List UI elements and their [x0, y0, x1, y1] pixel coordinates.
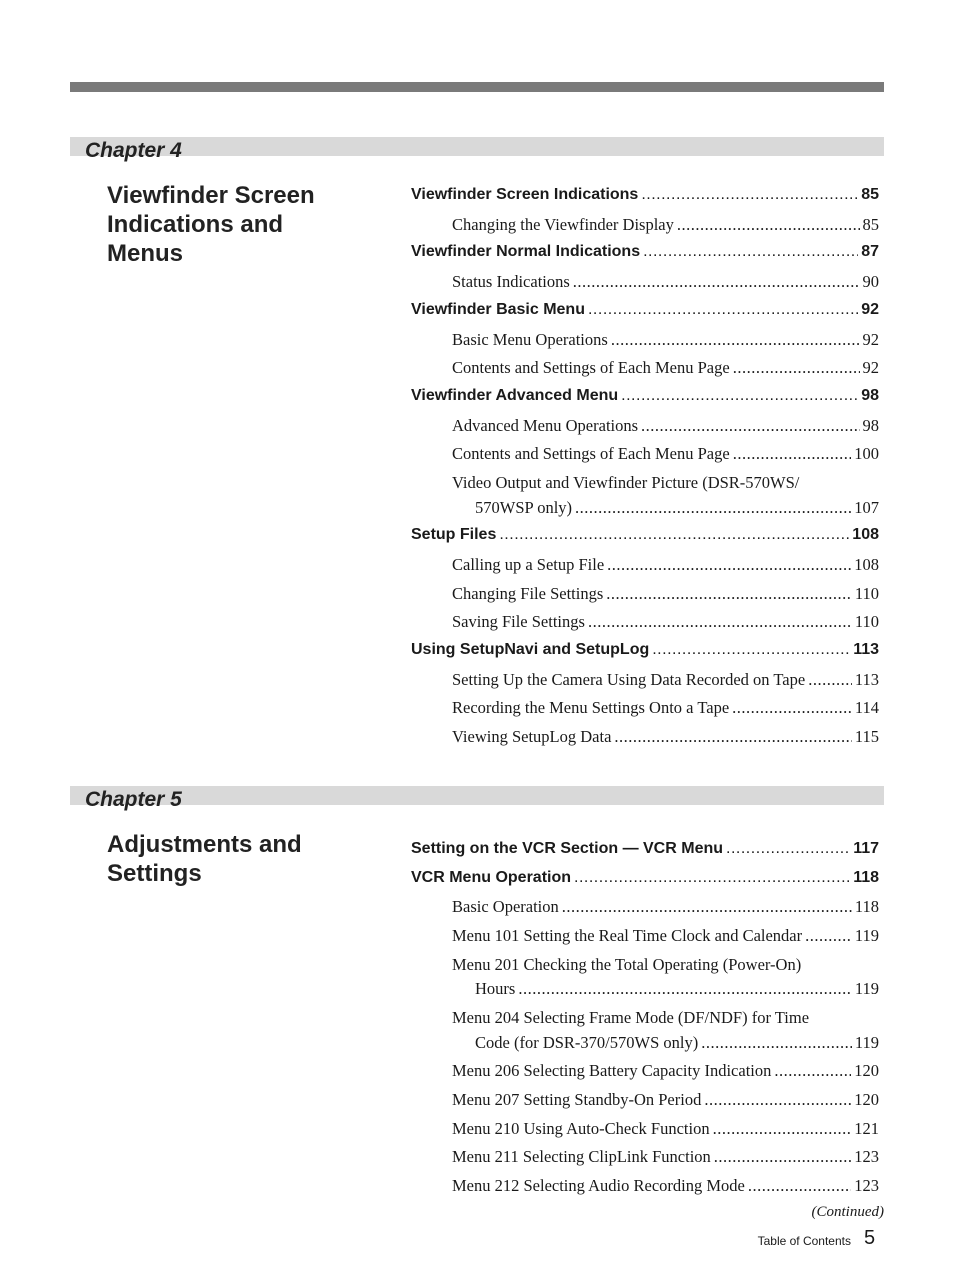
- toc-subsection-entry[interactable]: [452, 1147, 879, 1167]
- toc-entry-title: Viewfinder Screen Indications: [411, 186, 639, 203]
- toc-entry-title: Advanced Menu Operations: [452, 415, 639, 435]
- toc-entry-title: Setting on the VCR Section — VCR Menu: [411, 840, 724, 857]
- toc-leader-dots: [499, 526, 849, 544]
- toc-entry-title: Status Indications: [452, 272, 570, 292]
- toc-entry-title: Changing the Viewfinder Display: [452, 214, 674, 234]
- toc-leader-dots: [588, 612, 852, 632]
- toc-leader-dots: [575, 498, 851, 518]
- toc-entry-title: VCR Menu Operation: [411, 868, 572, 886]
- chapter-5-band: [70, 786, 884, 805]
- toc-section-entry[interactable]: [411, 387, 879, 405]
- toc-entry-title: Contents and Settings of Each Menu Page: [452, 358, 730, 378]
- toc-leader-dots: [562, 897, 852, 917]
- toc-subsection-entry[interactable]: [452, 1090, 879, 1110]
- toc-entry-title: Viewfinder Advanced Menu: [411, 386, 619, 404]
- toc-leader-dots: [641, 416, 859, 436]
- toc-leader-dots: [733, 358, 860, 378]
- toc-leader-dots: [573, 272, 860, 292]
- toc-entry-page: 100: [854, 444, 879, 464]
- toc-leader-dots: [518, 979, 852, 999]
- toc-entry-title: Setting Up the Camera Using Data Recorded on Tape: [452, 669, 806, 689]
- chapter-5-label: Chapter 5: [85, 788, 182, 811]
- toc-section-entry[interactable]: [411, 869, 879, 887]
- toc-entry-title: Contents and Settings of Each Menu Page: [452, 444, 730, 464]
- toc-leader-dots: [641, 186, 858, 204]
- toc-entry-page: 121: [854, 1118, 879, 1138]
- toc-leader-dots: [808, 670, 852, 690]
- toc-subsection-entry[interactable]: [452, 444, 879, 464]
- toc-subsection-entry[interactable]: [452, 1061, 879, 1081]
- toc-entry-title: Menu 212 Selecting Audio Recording Mode: [452, 1176, 745, 1195]
- toc-subsection-entry[interactable]: [452, 330, 879, 350]
- toc-entry-page: 119: [854, 979, 879, 999]
- toc-entry-title: Using SetupNavi and SetupLog: [411, 641, 650, 658]
- chapter-title-line: Adjustments and: [107, 831, 302, 858]
- toc-entry-page: 118: [854, 897, 879, 917]
- toc-entry-page: 110: [854, 612, 879, 632]
- toc-subsection-entry[interactable]: [452, 1176, 879, 1196]
- toc-entry-page: 120: [854, 1089, 879, 1109]
- toc-subsection-entry[interactable]: [452, 926, 879, 946]
- toc-entry-title: Menu 211 Selecting ClipLink Function: [452, 1147, 711, 1167]
- toc-entry-page: 123: [854, 1147, 879, 1167]
- toc-entry-page: 98: [861, 386, 879, 404]
- toc-entry-page: 119: [854, 926, 879, 946]
- toc-entry-title: Viewfinder Normal Indications: [411, 243, 641, 261]
- chapter-4-title: [107, 181, 387, 268]
- toc-leader-dots: [574, 869, 850, 887]
- chapter-4-label: Chapter 4: [85, 139, 182, 162]
- chapter-title-line: Settings: [107, 860, 202, 887]
- toc-section-entry[interactable]: [411, 243, 879, 261]
- toc-entry-page: 108: [852, 526, 879, 544]
- toc-subsection-entry[interactable]: [452, 727, 879, 747]
- toc-entry-page: 108: [854, 554, 879, 574]
- toc-entry-page: 85: [861, 186, 879, 203]
- toc-subsection-entry[interactable]: [452, 698, 879, 718]
- toc-entry-page: 119: [854, 1032, 879, 1052]
- toc-leader-dots: [748, 1176, 851, 1196]
- toc-entry-page: 90: [862, 272, 879, 292]
- toc-subsection-entry[interactable]: [475, 1033, 879, 1053]
- toc-leader-dots: [677, 215, 860, 235]
- toc-subsection-entry[interactable]: [452, 584, 879, 604]
- chapter-title-line: Menus: [107, 240, 184, 267]
- toc-leader-dots: [714, 1147, 851, 1167]
- toc-entry-first-line: Menu 204 Selecting Frame Mode (DF/NDF) for Time: [452, 1008, 810, 1027]
- toc-leader-dots: [621, 387, 858, 405]
- toc-entry-first-line: Menu 201 Checking the Total Operating (Power-On): [452, 954, 802, 974]
- toc-entry-title: Viewing SetupLog Data: [452, 727, 612, 747]
- toc-leader-dots: [726, 840, 850, 858]
- toc-section-entry[interactable]: [411, 526, 879, 544]
- toc-leader-dots: [606, 584, 852, 604]
- toc-leader-dots: [643, 243, 858, 261]
- toc-section-entry[interactable]: [411, 840, 879, 858]
- toc-entry-first-line: Video Output and Viewfinder Picture (DSR-570WS/: [452, 473, 800, 492]
- toc-subsection-entry[interactable]: [475, 498, 879, 518]
- toc-entry-page: 92: [861, 300, 879, 318]
- toc-entry-page: 113: [854, 669, 879, 689]
- toc-entry-page: 110: [854, 583, 879, 603]
- page-number: 5: [864, 1227, 876, 1249]
- chapter-title-line: Viewfinder Screen: [107, 182, 315, 209]
- toc-leader-dots: [607, 555, 851, 575]
- toc-entry-title: Changing File Settings: [452, 583, 604, 603]
- toc-subsection-entry[interactable]: [452, 272, 879, 292]
- toc-entry-title: Viewfinder Basic Menu: [411, 300, 585, 318]
- toc-leader-dots: [704, 1090, 851, 1110]
- footer-section-label: Table of Contents: [757, 1234, 851, 1248]
- toc-subsection-entry[interactable]: [452, 670, 879, 690]
- toc-subsection-entry[interactable]: [452, 897, 879, 917]
- toc-entry-page: 114: [854, 698, 879, 718]
- toc-entry-page: 118: [853, 868, 879, 886]
- toc-section-entry[interactable]: [411, 641, 879, 659]
- toc-entry-title: Menu 210 Using Auto-Check Function: [452, 1118, 710, 1138]
- toc-entry-page: 123: [854, 1176, 879, 1195]
- toc-leader-dots: [774, 1061, 851, 1081]
- toc-entry-title: Setup Files: [411, 526, 497, 544]
- toc-entry-page: 113: [853, 641, 879, 658]
- chapter-5-title: [107, 830, 387, 888]
- toc-entry-page: 98: [862, 415, 879, 435]
- toc-leader-dots: [805, 926, 852, 946]
- toc-entry-title: Code (for DSR-370/570WS only): [475, 1032, 699, 1052]
- chapter-4-band: [70, 137, 884, 156]
- toc-entry-title: Basic Menu Operations: [452, 329, 608, 349]
- toc-entry-title: Saving File Settings: [452, 612, 585, 632]
- toc-leader-dots: [733, 444, 852, 464]
- toc-entry-title: Menu 101 Setting the Real Time Clock and Calendar: [452, 926, 803, 946]
- toc-subsection-entry[interactable]: [452, 1119, 879, 1139]
- toc-subsection-entry[interactable]: [452, 215, 879, 235]
- toc-entry-page: 92: [862, 358, 879, 378]
- toc-entry-title: Recording the Menu Settings Onto a Tape: [452, 698, 730, 718]
- continued-note: (Continued): [811, 1204, 884, 1220]
- toc-leader-dots: [614, 727, 851, 747]
- toc-leader-dots: [732, 698, 852, 718]
- chapter-title-line: Indications and: [107, 211, 284, 238]
- toc-subsection-entry[interactable]: [452, 416, 879, 436]
- toc-leader-dots: [701, 1033, 852, 1053]
- top-rule: [70, 82, 884, 92]
- toc-subsection-entry[interactable]: [452, 555, 879, 575]
- toc-subsection-entry[interactable]: [452, 612, 879, 632]
- toc-entry-title: Calling up a Setup File: [452, 554, 605, 574]
- toc-entry-page: 85: [862, 214, 879, 234]
- toc-subsection-entry[interactable]: [452, 358, 879, 378]
- toc-entry-page: 87: [861, 243, 879, 261]
- toc-entry-page: 117: [853, 840, 879, 857]
- toc-leader-dots: [588, 301, 858, 319]
- toc-entry-title: Hours: [475, 979, 516, 999]
- toc-entry-title: Menu 207 Setting Standby-On Period: [452, 1089, 702, 1109]
- toc-entry-title: Basic Operation: [452, 897, 559, 917]
- toc-entry-page: 92: [862, 329, 879, 349]
- toc-section-entry[interactable]: [411, 186, 879, 204]
- toc-leader-dots: [713, 1119, 852, 1139]
- toc-entry-title: Menu 206 Selecting Battery Capacity Indication: [452, 1061, 772, 1081]
- toc-entry-page: 107: [854, 497, 879, 517]
- toc-leader-dots: [652, 641, 850, 659]
- toc-section-entry[interactable]: [411, 301, 879, 319]
- toc-subsection-entry[interactable]: [475, 979, 879, 999]
- toc-leader-dots: [611, 330, 860, 350]
- toc-entry-title: 570WSP only): [475, 497, 573, 517]
- toc-entry-page: 120: [854, 1061, 879, 1081]
- toc-entry-page: 115: [854, 727, 879, 747]
